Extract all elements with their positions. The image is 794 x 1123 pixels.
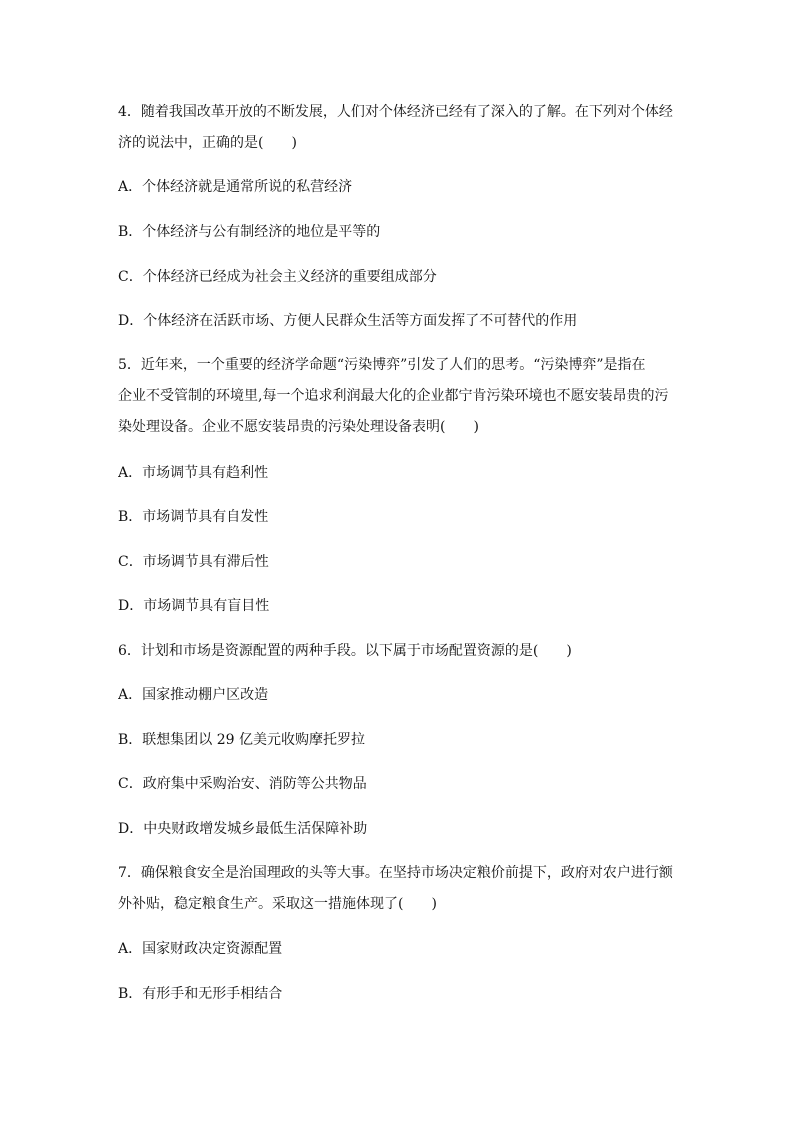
question-6-option-c: C．政府集中采购治安、消防等公共物品 bbox=[118, 776, 367, 792]
question-6-option-b: B．联想集团以 29 亿美元收购摩托罗拉 bbox=[118, 732, 366, 748]
question-4-option-d: D．个体经济在活跃市场、方便人民群众生活等方面发挥了不可替代的作用 bbox=[118, 313, 578, 329]
question-6-option-a: A．国家推动棚户区改造 bbox=[118, 687, 269, 703]
question-4-option-a: A．个体经济就是通常所说的私营经济 bbox=[118, 179, 353, 195]
question-5-option-a: A．市场调节具有趋利性 bbox=[118, 465, 269, 481]
question-6-stem-line-1: 6．计划和市场是资源配置的两种手段。以下属于市场配置资源的是( ) bbox=[118, 643, 572, 659]
question-7-option-b: B．有形手和无形手相结合 bbox=[118, 986, 283, 1002]
question-4-option-c: C．个体经济已经成为社会主义经济的重要组成部分 bbox=[118, 269, 437, 285]
question-5-option-c: C．市场调节具有滞后性 bbox=[118, 554, 269, 570]
question-4-stem-line-2: 济的说法中，正确的是( ) bbox=[118, 135, 297, 151]
question-6-option-d: D．中央财政增发城乡最低生活保障补助 bbox=[118, 821, 368, 837]
question-5-stem-line-2: 企业不受管制的环境里,每一个追求利润最大化的企业都宁肯污染环境也不愿安装昂贵的污 bbox=[118, 388, 669, 404]
question-4-stem-line-1: 4．随着我国改革开放的不断发展，人们对个体经济已经有了深入的了解。在下列对个体经 bbox=[118, 104, 673, 120]
question-5-option-b: B．市场调节具有自发性 bbox=[118, 509, 269, 525]
question-5-stem-line-1: 5．近年来，一个重要的经济学命题“污染博弈”引发了人们的思考。“污染博弈”是指在 bbox=[118, 357, 646, 373]
question-5-stem-line-3: 染处理设备。企业不愿安装昂贵的污染处理设备表明( ) bbox=[118, 419, 479, 435]
question-4-option-b: B．个体经济与公有制经济的地位是平等的 bbox=[118, 224, 381, 240]
question-7-option-a: A．国家财政决定资源配置 bbox=[118, 941, 283, 957]
question-7-stem-line-1: 7．确保粮食安全是治国理政的头等大事。在坚持市场决定粮价前提下，政府对农户进行额 bbox=[118, 865, 673, 881]
question-5-option-d: D．市场调节具有盲目性 bbox=[118, 598, 270, 614]
question-7-stem-line-2: 外补贴，稳定粮食生产。采取这一措施体现了( ) bbox=[118, 896, 437, 912]
